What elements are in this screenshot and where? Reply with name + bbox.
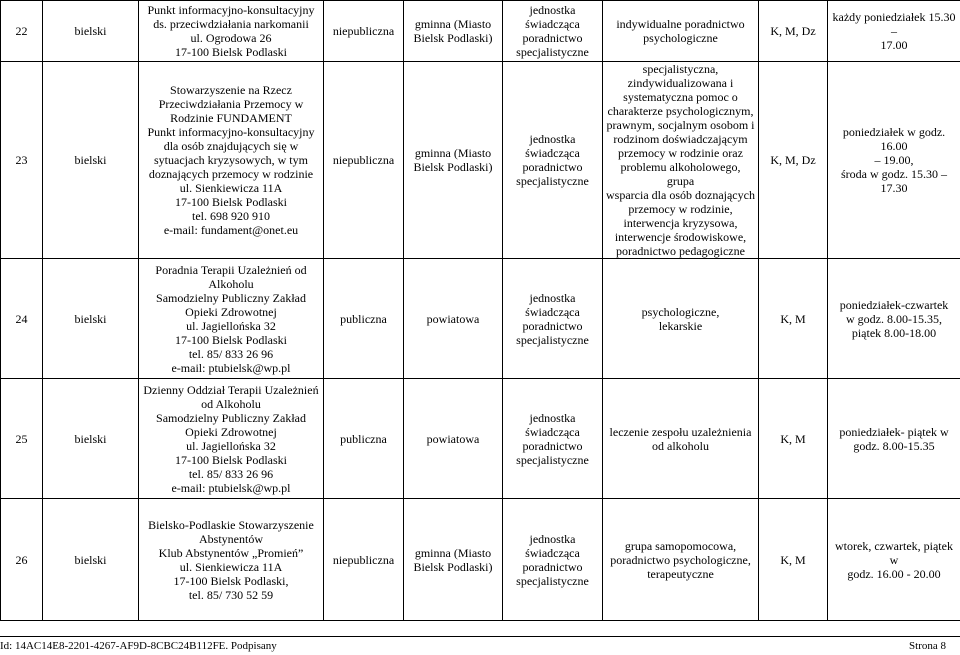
- cell-level-line: Bielsk Podlaski): [407, 31, 499, 45]
- cell-level-line: Bielsk Podlaski): [407, 560, 499, 574]
- cell-type: publiczna: [324, 379, 404, 499]
- cell-services-line: systematyczna pomoc o: [606, 90, 755, 104]
- page-footer: [0, 636, 960, 654]
- cell-institution-line: 17-100 Bielsk Podlaski: [142, 45, 320, 59]
- cell-district: bielski: [43, 499, 139, 621]
- cell-institution-line: tel. 85/ 730 52 59: [142, 588, 320, 602]
- cell-unit-kind: [503, 499, 603, 621]
- cell-number: 22: [1, 1, 43, 62]
- cell-services-line: przemocy w rodzinie oraz: [606, 146, 755, 160]
- cell-institution: [139, 259, 324, 379]
- cell-target-group: K, M: [759, 259, 828, 379]
- cell-services: [603, 259, 759, 379]
- cell-services: [603, 499, 759, 621]
- cell-institution: [139, 1, 324, 62]
- cell-level-line: gminna (Miasto: [407, 546, 499, 560]
- cell-services-line: wsparcia dla osób doznających: [606, 188, 755, 202]
- cell-hours: [828, 259, 960, 379]
- cell-unit-kind-line: specjalistyczne: [506, 333, 599, 347]
- cell-institution-line: tel. 698 920 910: [142, 209, 320, 223]
- cell-institution-line: ul. Jagiellońska 32: [142, 439, 320, 453]
- cell-unit-kind-line: specjalistyczne: [506, 45, 599, 59]
- cell-institution-line: Samodzielny Publiczny Zakład: [142, 291, 320, 305]
- cell-hours-line: każdy poniedziałek 15.30 –: [831, 10, 957, 38]
- cell-institution-line: sytuacjach kryzysowych, w tym: [142, 153, 320, 167]
- cell-institution-line: e-mail: ptubielsk@wp.pl: [142, 481, 320, 495]
- cell-unit-kind-line: jednostka: [506, 411, 599, 425]
- cell-services-line: problemu alkoholowego, grupa: [606, 160, 755, 188]
- cell-institution-line: Poradnia Terapii Uzależnień od: [142, 263, 320, 277]
- cell-target-group: K, M, Dz: [759, 1, 828, 62]
- cell-target-group: K, M: [759, 379, 828, 499]
- cell-target-group: K, M: [759, 499, 828, 621]
- cell-services-line: poradnictwo pedagogiczne: [606, 244, 755, 258]
- cell-institution-line: Dzienny Oddział Terapii Uzależnień: [142, 383, 320, 397]
- cell-services-line: psychologiczne: [606, 31, 755, 45]
- cell-services: [603, 1, 759, 62]
- table-row: [1, 259, 960, 379]
- cell-unit-kind: [503, 379, 603, 499]
- cell-services-line: indywidualne poradnictwo: [606, 17, 755, 31]
- cell-unit-kind-line: specjalistyczne: [506, 174, 599, 188]
- cell-institution-line: Klub Abstynentów „Promień”: [142, 546, 320, 560]
- cell-hours-line: poniedziałek w godz. 16.00: [831, 125, 957, 153]
- cell-services-line: lekarskie: [606, 319, 755, 333]
- cell-unit-kind-line: specjalistyczne: [506, 453, 599, 467]
- cell-hours: [828, 1, 960, 62]
- cell-unit-kind-line: poradnictwo: [506, 31, 599, 45]
- cell-number: 25: [1, 379, 43, 499]
- cell-unit-kind-line: świadcząca: [506, 546, 599, 560]
- cell-unit-kind: [503, 259, 603, 379]
- page-number: Strona 8: [909, 638, 946, 655]
- cell-institution-line: Opieki Zdrowotnej: [142, 425, 320, 439]
- cell-services-line: zindywidualizowana i: [606, 76, 755, 90]
- cell-institution-line: 17-100 Bielsk Podlaski: [142, 333, 320, 347]
- cell-district: bielski: [43, 259, 139, 379]
- cell-institution-line: ul. Jagiellońska 32: [142, 319, 320, 333]
- cell-unit-kind-line: świadcząca: [506, 146, 599, 160]
- cell-hours: [828, 62, 960, 259]
- cell-institution-line: doznających przemocy w rodzinie: [142, 167, 320, 181]
- cell-institution-line: Rodzinie FUNDAMENT: [142, 111, 320, 125]
- cell-unit-kind-line: jednostka: [506, 3, 599, 17]
- cell-institution-line: Stowarzyszenie na Rzecz: [142, 83, 320, 97]
- cell-institution-line: Abstynentów: [142, 532, 320, 546]
- cell-services: [603, 379, 759, 499]
- cell-services-line: grupa samopomocowa,: [606, 539, 755, 553]
- cell-level-line: gminna (Miasto: [407, 17, 499, 31]
- table-row: [1, 62, 960, 259]
- cell-number: 24: [1, 259, 43, 379]
- cell-services: [603, 62, 759, 259]
- cell-district: bielski: [43, 1, 139, 62]
- cell-institution-line: e-mail: fundament@onet.eu: [142, 223, 320, 237]
- cell-services-line: charakterze psychologicznym,: [606, 104, 755, 118]
- cell-institution-line: 17-100 Bielsk Podlaski,: [142, 574, 320, 588]
- cell-unit-kind-line: poradnictwo: [506, 439, 599, 453]
- cell-institution-line: Punkt informacyjno-konsultacyjny: [142, 125, 320, 139]
- cell-level: [404, 62, 503, 259]
- cell-unit-kind-line: świadcząca: [506, 17, 599, 31]
- cell-unit-kind-line: poradnictwo: [506, 560, 599, 574]
- cell-district: bielski: [43, 379, 139, 499]
- cell-hours-line: środa w godz. 15.30 – 17.30: [831, 167, 957, 195]
- cell-target-group: K, M, Dz: [759, 62, 828, 259]
- cell-unit-kind-line: jednostka: [506, 291, 599, 305]
- cell-level: [404, 499, 503, 621]
- cell-unit-kind-line: poradnictwo: [506, 319, 599, 333]
- cell-type: niepubliczna: [324, 1, 404, 62]
- cell-level: [404, 259, 503, 379]
- cell-hours: [828, 379, 960, 499]
- cell-services-line: prawnym, socjalnym osobom i: [606, 118, 755, 132]
- cell-institution-line: ul. Sienkiewicza 11A: [142, 560, 320, 574]
- cell-institution-line: ul. Ogrodowa 26: [142, 31, 320, 45]
- cell-unit-kind-line: świadcząca: [506, 305, 599, 319]
- table-row: [1, 1, 960, 62]
- cell-institution-line: Samodzielny Publiczny Zakład: [142, 411, 320, 425]
- cell-institution-line: 17-100 Bielsk Podlaski: [142, 453, 320, 467]
- cell-type: niepubliczna: [324, 499, 404, 621]
- cell-institution-line: dla osób znajdujących się w: [142, 139, 320, 153]
- cell-hours-line: piątek 8.00-18.00: [831, 326, 957, 340]
- cell-institution-line: ds. przeciwdziałania narkomanii: [142, 17, 320, 31]
- cell-hours: [828, 499, 960, 621]
- cell-hours-line: poniedziałek- piątek w: [831, 425, 957, 439]
- cell-institution: [139, 62, 324, 259]
- cell-level-line: gminna (Miasto: [407, 146, 499, 160]
- cell-hours-line: 17.00: [831, 38, 957, 52]
- cell-type: publiczna: [324, 259, 404, 379]
- cell-services-line: leczenie zespołu uzależnienia: [606, 425, 755, 439]
- cell-services-line: od alkoholu: [606, 439, 755, 453]
- cell-unit-kind-line: jednostka: [506, 132, 599, 146]
- cell-institution-line: e-mail: ptubielsk@wp.pl: [142, 361, 320, 375]
- cell-institution-line: tel. 85/ 833 26 96: [142, 347, 320, 361]
- cell-level-line: powiatowa: [407, 312, 499, 326]
- cell-institution-line: Opieki Zdrowotnej: [142, 305, 320, 319]
- cell-unit-kind-line: świadcząca: [506, 425, 599, 439]
- cell-level-line: powiatowa: [407, 432, 499, 446]
- cell-institution: [139, 499, 324, 621]
- document-id: Id: 14AC14E8-2201-4267-AF9D-8CBC24B112FE. Podpisany: [0, 638, 277, 655]
- cell-level: [404, 379, 503, 499]
- cell-institution-line: Alkoholu: [142, 277, 320, 291]
- cell-hours-line: godz. 8.00-15.35: [831, 439, 957, 453]
- cell-services-line: specjalistyczna,: [606, 62, 755, 76]
- cell-services-line: terapeutyczne: [606, 567, 755, 581]
- cell-institution-line: od Alkoholu: [142, 397, 320, 411]
- cell-number: 26: [1, 499, 43, 621]
- cell-services-line: psychologiczne,: [606, 305, 755, 319]
- cell-hours-line: godz. 16.00 - 20.00: [831, 567, 957, 581]
- cell-unit-kind-line: poradnictwo: [506, 160, 599, 174]
- cell-services-line: interwencja kryzysowa,: [606, 216, 755, 230]
- cell-services-line: poradnictwo psychologiczne,: [606, 553, 755, 567]
- cell-level: [404, 1, 503, 62]
- cell-institution-line: Przeciwdziałania Przemocy w: [142, 97, 320, 111]
- cell-institution-line: Bielsko-Podlaskie Stowarzyszenie: [142, 518, 320, 532]
- table-row: [1, 499, 960, 621]
- cell-services-line: rodzinom doświadczającym: [606, 132, 755, 146]
- cell-hours-line: poniedziałek-czwartek: [831, 298, 957, 312]
- cell-unit-kind: [503, 62, 603, 259]
- cell-unit-kind-line: specjalistyczne: [506, 574, 599, 588]
- table-body: [1, 1, 960, 621]
- cell-hours-line: w godz. 8.00-15.35,: [831, 312, 957, 326]
- cell-services-line: przemocy w rodzinie,: [606, 202, 755, 216]
- cell-unit-kind-line: jednostka: [506, 532, 599, 546]
- cell-institution: [139, 379, 324, 499]
- cell-institution-line: Punkt informacyjno-konsultacyjny: [142, 3, 320, 17]
- cell-type: niepubliczna: [324, 62, 404, 259]
- cell-level-line: Bielsk Podlaski): [407, 160, 499, 174]
- cell-hours-line: wtorek, czwartek, piątek w: [831, 539, 957, 567]
- cell-institution-line: ul. Sienkiewicza 11A: [142, 181, 320, 195]
- cell-district: bielski: [43, 62, 139, 259]
- table-row: [1, 379, 960, 499]
- cell-number: 23: [1, 62, 43, 259]
- cell-unit-kind: [503, 1, 603, 62]
- cell-institution-line: tel. 85/ 833 26 96: [142, 467, 320, 481]
- cell-institution-line: 17-100 Bielsk Podlaski: [142, 195, 320, 209]
- cell-services-line: interwencje środowiskowe,: [606, 230, 755, 244]
- cell-hours-line: – 19.00,: [831, 153, 957, 167]
